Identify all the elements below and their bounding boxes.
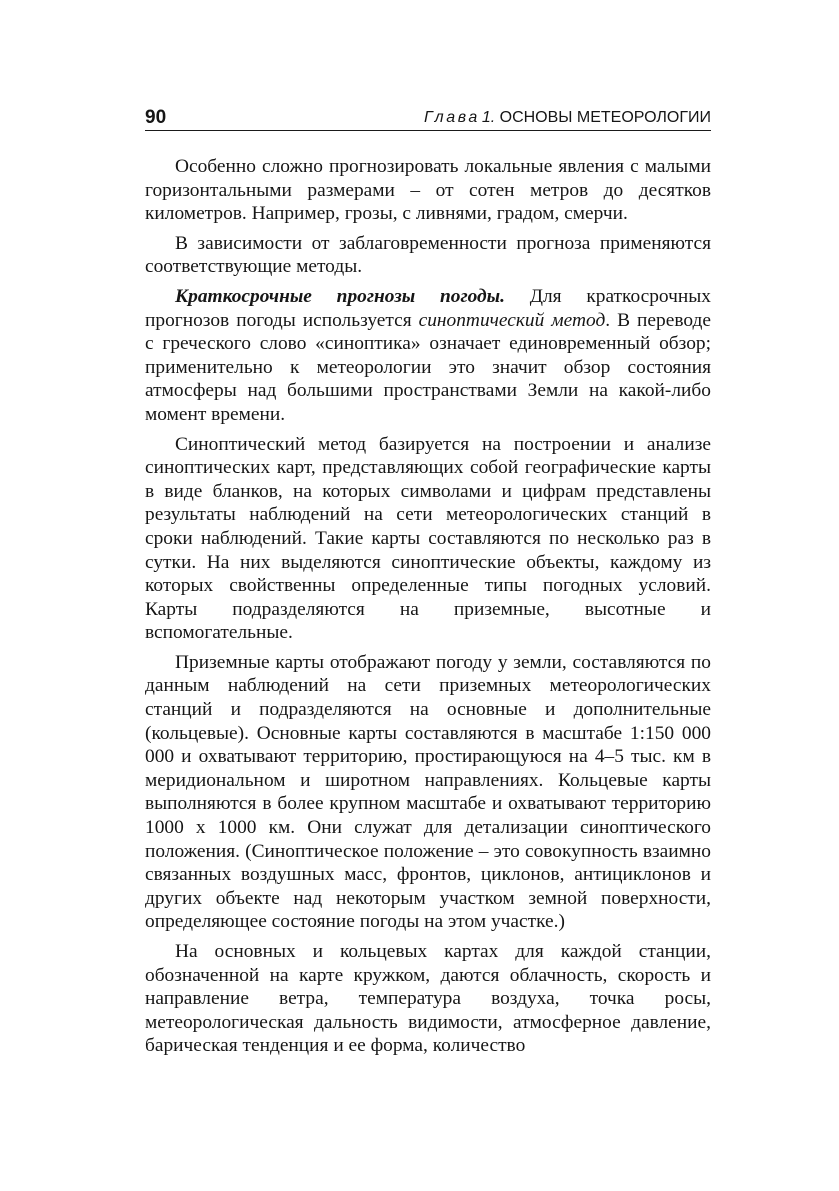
paragraph: В зависимости от заблаговременности прогноза применяются соответствующие методы. <box>145 232 711 278</box>
book-page <box>145 104 711 1064</box>
paragraph: Особенно сложно прогнозировать локальные явления с малыми горизонтальными размерами – от сотен метров до десятков километров. Например, грозы, с ливнями, градом, смерчи. <box>145 156 711 225</box>
running-header <box>145 104 711 131</box>
chapter-label: Глава <box>424 109 480 126</box>
paragraph-text: Для краткосрочных прогнозов погоды используется <box>145 285 711 331</box>
paragraph: Синоптический метод базируется на построении и анализе синоптических карт, представляющих собой географические карты в виде бланков, на которых символами и цифрам представлены результаты наблюдений на сети метеорологических станций в сроки наблюдений. Такие карты составляются по несколько раз в сутки. На них выделяются синоптические объекты, каждому из которых свойственны определенные типы погодных условий. Карты подразделяются на приземные, высотные и вспомогательные. <box>145 433 711 644</box>
paragraph: Приземные карты отображают погоду у земли, составляются по данным наблюдений на сети приземных метеорологических станций и подразделяются на основные и дополнительные (кольцевые). Основные карты составляются в масштабе 1:150 000 000 и охватывают территорию, простирающуюся на 4–5 тыс. км в меридиональном и широтном направлениях. Кольцевые карты выполняются в более крупном масштабе и охватывают территорию 1000 х 1000 км. Они служат для детализации синоптического положения. (Синоптическое положение – это совокупность взаимно связанных воздушных масс, фронтов, циклонов, антициклонов и других объекте над некоторым участком земной поверхности, определяющее состояние погоды на этом участке.) <box>145 651 711 933</box>
paragraph <box>145 285 711 427</box>
chapter-heading <box>424 107 711 129</box>
paragraph: На основных и кольцевых картах для каждой станции, обозначенной на карте кружком, даются облачность, скорость и направление ветра, температура воздуха, точка росы, метеорологическая дальность видимости, атмосферное давление, барическая тенденция и ее форма, количество <box>145 941 711 1057</box>
chapter-title: ОСНОВЫ МЕТЕОРОЛОГИИ <box>499 109 711 126</box>
chapter-number: 1. <box>481 109 496 126</box>
paragraph-text: . В переводе с греческого слово «синоптика» означает единовременный обзор; применительно к метеорологии это значит обзор состояния атмосферы над большими пространствами Земли на какой-либо момент времени. <box>145 309 711 425</box>
page-number: 90 <box>145 107 167 128</box>
section-term: Краткосрочные прогнозы погоды. <box>175 285 505 307</box>
body-text <box>145 155 711 1058</box>
emphasized-term: синоптический метод <box>418 309 606 331</box>
